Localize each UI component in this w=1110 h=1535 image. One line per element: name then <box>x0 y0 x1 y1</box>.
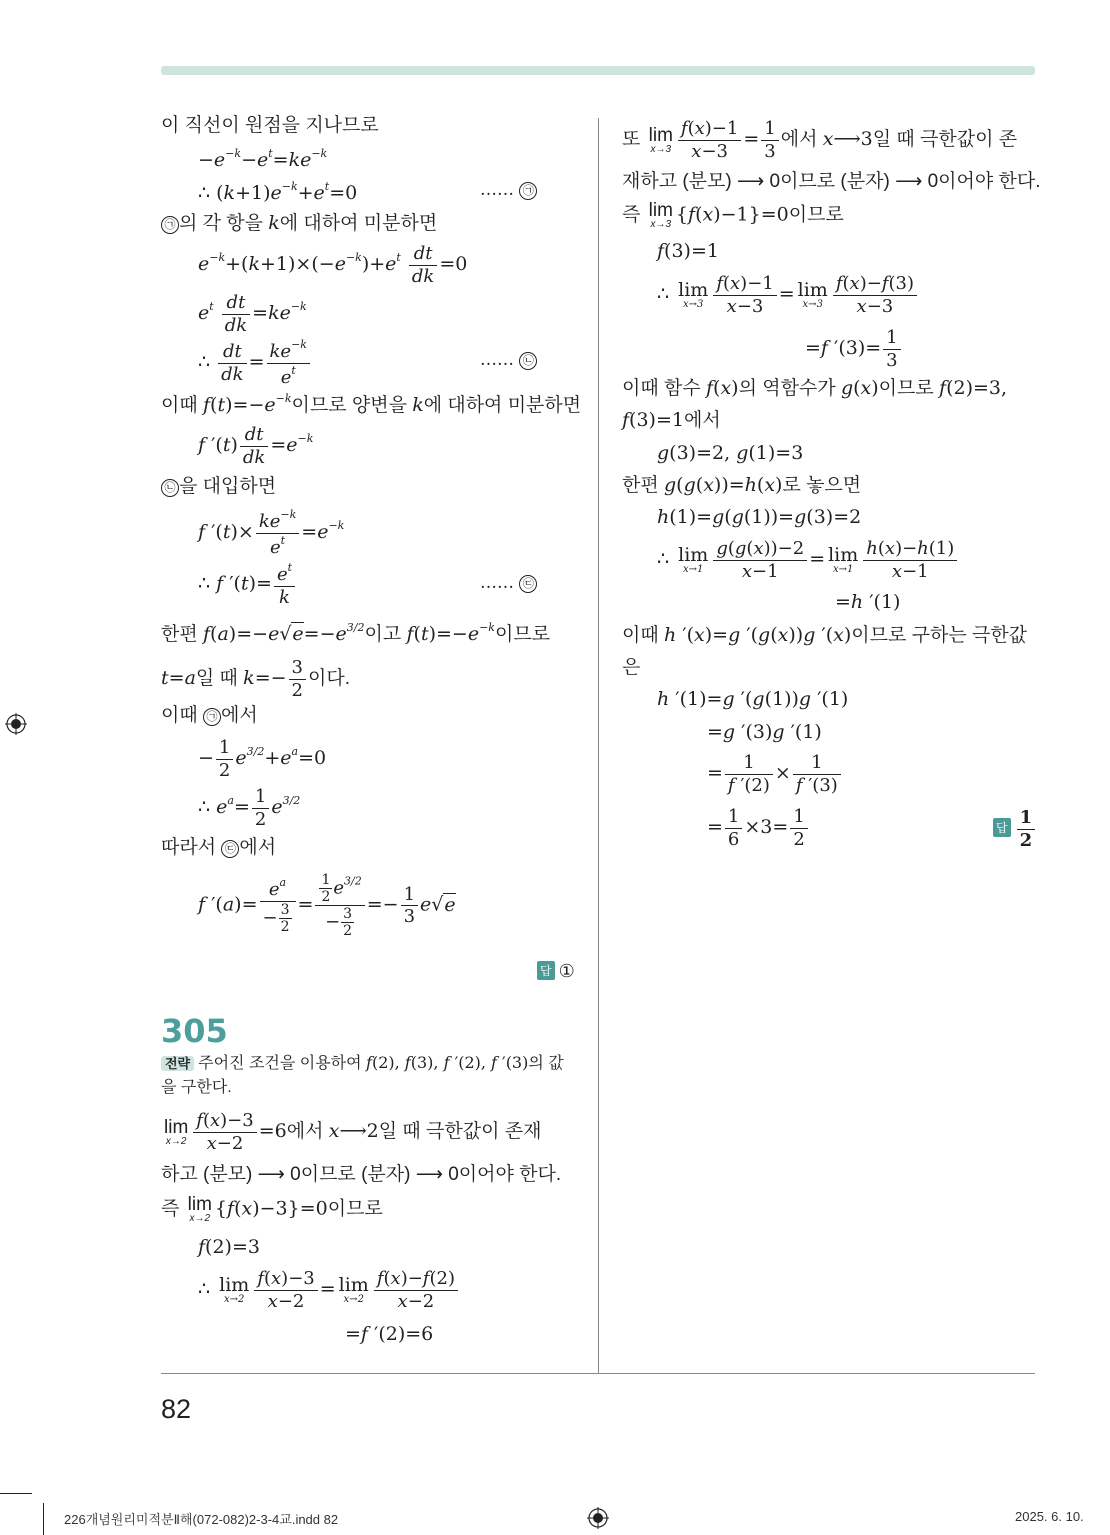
text: 즉 <box>622 204 641 226</box>
text: 재하고 (분모) <box>622 171 732 192</box>
circle-marker: ㉡ <box>161 479 179 497</box>
answer-value: ① <box>558 961 575 981</box>
equation-tag: …… ㉢ <box>480 573 537 593</box>
equation: − $\frac{1}{2}$ $e^{3/2}+e^a=0$ <box>198 737 327 781</box>
text-line: 또 lim x→3 $\frac{f(x)-1}{x-3}$ = $\frac{1}{3}$ 에서 x⟶3일 때 극한값이 존 <box>622 118 1018 162</box>
text-line: ㉠ 의 각 항을 k에 대하여 미분하면 <box>161 214 437 234</box>
text-line <box>161 838 276 858</box>
footer-rule <box>161 1373 1035 1374</box>
text: 을 구한다. <box>161 1079 232 1096</box>
text-line: 한편 $f(a)=-e√e=-e^{3/2}$이고 $f(t)=-e^{-k}$이므로 <box>161 621 551 645</box>
circle-marker: ㉢ <box>519 575 537 593</box>
text-line: t=a일 때 k=− $\frac{3}{2}$ 이다. <box>161 657 350 701</box>
answer-label: 답 <box>537 961 555 980</box>
text: 에서 <box>683 410 721 431</box>
text: 이므로 <box>494 624 551 645</box>
equation: ∴ lim x→2 $\frac{f(x)-3}{x-2}$ = lim x→2 $\frac{f(x)-f(2)}{x-2}$ <box>198 1268 460 1312</box>
text: 이때 <box>161 395 198 416</box>
equation: f ′(t) $\frac{dt}{dk}$ $=e^{-k}$ <box>198 424 314 468</box>
page-number: 82 <box>161 1394 192 1424</box>
equation: ∴ lim x→1 $\frac{g(g(x))-2}{x-1}$ = lim x→1 $\frac{h(x)-h(1)}{x-1}$ <box>657 538 959 582</box>
equation: f ′(t)× $\frac{ke^{-k}}{e^t}$ $=e^{-k}$ <box>198 508 345 558</box>
equation: h(1)=g(g(1))=g(3)=2 <box>657 506 862 528</box>
text-line: 즉 lim x→3 {f(x)−1}=0이므로 <box>622 200 844 230</box>
text-line: 즉 lim x→2 {f(x)−3}=0이므로 <box>161 1194 383 1224</box>
equation: =h ′(1) <box>835 591 901 613</box>
text-line: lim x→2 $\frac{f(x)-3}{x-2}$ =6에서 x⟶2일 때 극한값이 존재 <box>164 1110 542 1154</box>
equation: $e^t$ $\frac{dt}{dk}$ $=ke^{-k}$ <box>198 292 307 336</box>
text: 주어진 조건을 이용하여 <box>198 1055 362 1072</box>
equation: ∴ $(k+1)e^{-k}+e^t=0$ <box>198 180 358 204</box>
text: 의 각 항을 <box>179 213 263 234</box>
circle-marker: ㉠ <box>161 216 179 234</box>
text: 일 때 극한값이 존 <box>872 129 1018 151</box>
answer: 답 $\frac{1}{2}$ <box>993 807 1037 851</box>
equation: $e^{-k}+(k+1)\times(-e^{-k})+e^t$ $\frac{dt}{dk}$ =0 <box>198 243 468 287</box>
text: 에서 <box>239 837 277 858</box>
text: 에서 <box>286 1121 324 1143</box>
equation: =g ′(3)g ′(1) <box>707 721 822 743</box>
footer-date: 2025. 6. 10. <box>1015 1509 1084 1524</box>
equation: ∴ $e^a=$ $\frac{1}{2}$ $e^{3/2}$ <box>198 786 301 830</box>
answer-label: 답 <box>993 818 1011 837</box>
text-line: 재하고 (분모) ⟶ 0이므로 (분자) ⟶ 0이어야 한다. <box>622 171 1041 192</box>
equation: h ′(1)=g ′(g(1))g ′(1) <box>657 688 849 710</box>
text-line: 이때 h ′(x)=g ′(g(x))g ′(x)이므로 구하는 극한값 <box>622 624 1028 646</box>
text: 0이므로 (분자) <box>769 171 890 192</box>
text: 의 역함수가 <box>738 378 836 399</box>
text: 0이므로 (분자) <box>290 1164 411 1185</box>
text: 의 값 <box>528 1055 564 1072</box>
text: 이다. <box>307 668 350 690</box>
text: 을 대입하면 <box>179 476 277 497</box>
text: 따라서 <box>161 837 217 858</box>
equation: f(3)=1 <box>657 240 719 262</box>
registration-mark-icon <box>587 1507 609 1529</box>
equation: = $\frac{1}{6}$ ×3= $\frac{1}{2}$ <box>707 806 810 850</box>
text: 은 <box>622 657 641 678</box>
text: 한편 <box>622 475 659 496</box>
text: 한편 <box>161 624 198 645</box>
text: 이때 함수 <box>622 378 701 399</box>
text: 이므로 <box>327 1198 383 1220</box>
text-line <box>161 477 276 497</box>
footer-file: 226개념원리미적분Ⅱ해(072-082)2-3-4교.indd 82 <box>64 1512 339 1527</box>
text: 또 <box>622 129 641 151</box>
crop-mark <box>43 1503 44 1535</box>
strategy-line <box>161 1080 232 1096</box>
text: 일 때 <box>195 668 238 690</box>
text: 에서 <box>780 129 818 151</box>
text: 에 대하여 미분하면 <box>279 213 438 234</box>
answer <box>537 961 575 982</box>
text: 0이어야 한다. <box>927 171 1041 192</box>
text: 로 놓으면 <box>782 475 862 496</box>
crop-mark <box>0 1493 32 1494</box>
text-line <box>161 116 379 135</box>
equation: f(2)=3 <box>198 1236 260 1258</box>
circle-marker: ㉠ <box>519 182 537 200</box>
text-line: f(3)=1에서 <box>622 409 721 431</box>
equation: =f ′(3)= $\frac{1}{3}$ <box>805 327 903 371</box>
registration-mark-icon <box>5 713 27 735</box>
text: 이므로 <box>878 378 934 399</box>
strategy-badge: 전략 <box>161 1056 194 1071</box>
text: 하고 (분모) <box>161 1164 253 1185</box>
equation-tag: …… ㉠ <box>480 180 537 200</box>
text: 이므로 <box>788 204 844 226</box>
equation: =f ′(2)=6 <box>345 1323 434 1345</box>
problem-number: 305 <box>161 1012 228 1050</box>
equation: ∴ lim x→3 $\frac{f(x)-1}{x-3}$ = lim x→3 $\frac{f(x)-f(3)}{x-3}$ <box>657 273 919 317</box>
text-line: 이때 함수 f(x)의 역함수가 g(x)이므로 f(2)=3, <box>622 377 1008 399</box>
equation: = $\frac{1}{f '(2)}$ × $\frac{1}{f '(3)}$ <box>707 752 843 796</box>
text-line: 한편 g(g(x))=h(x)로 놓으면 <box>622 474 862 496</box>
text-line: 하고 (분모) ⟶ 0이므로 (분자) ⟶ 0이어야 한다. <box>161 1164 562 1185</box>
text: 이때 <box>161 705 198 726</box>
equation: ∴ $\frac{dt}{dk}$ = $\frac{ke^{-k}}{e^t}$ <box>198 338 312 388</box>
circle-marker: ㉡ <box>519 352 537 370</box>
text: 에서 <box>221 705 258 726</box>
text: 0이어야 한다. <box>448 1164 562 1185</box>
equation: ∴ f ′(t)= $\frac{e^t}{k}$ <box>198 561 297 608</box>
text: 이 직선이 원점을 지나므로 <box>161 115 379 136</box>
text: 이고 <box>364 624 402 645</box>
text: 이므로 구하는 극한값 <box>851 625 1028 646</box>
circle-marker: ㉢ <box>221 840 239 858</box>
text: 에 대하여 미분하면 <box>423 395 582 416</box>
equation: g(3)=2, g(1)=3 <box>657 442 804 464</box>
text-line <box>161 706 258 726</box>
column-divider <box>598 118 599 1373</box>
text-line <box>622 658 640 677</box>
text: 즉 <box>161 1198 180 1220</box>
equation-tag: …… ㉡ <box>480 350 537 370</box>
equation: $-e^{-k}-e^t=ke^{-k}$ <box>198 147 328 171</box>
equation: f ′(a)= $e^a$ − $\frac{3}{2}$ = $\frac{1}{2}$ $e^{3/2}$ − $\frac{3}{2}$ =− $\frac{1}{3}$ e√e <box>198 872 456 940</box>
text: 이므로 양변을 <box>291 395 407 416</box>
text-line: 이때 $f(t)=-e^{-k}$이므로 양변을 k에 대하여 미분하면 <box>161 392 582 416</box>
circle-marker: ㉠ <box>203 708 221 726</box>
header-bar <box>161 66 1035 75</box>
strategy-line: 전략 주어진 조건을 이용하여 f(2), f(3), f ′(2), f ′(3)의 값 <box>161 1055 564 1072</box>
text: 이때 <box>622 625 659 646</box>
text: 일 때 극한값이 존재 <box>378 1121 542 1143</box>
